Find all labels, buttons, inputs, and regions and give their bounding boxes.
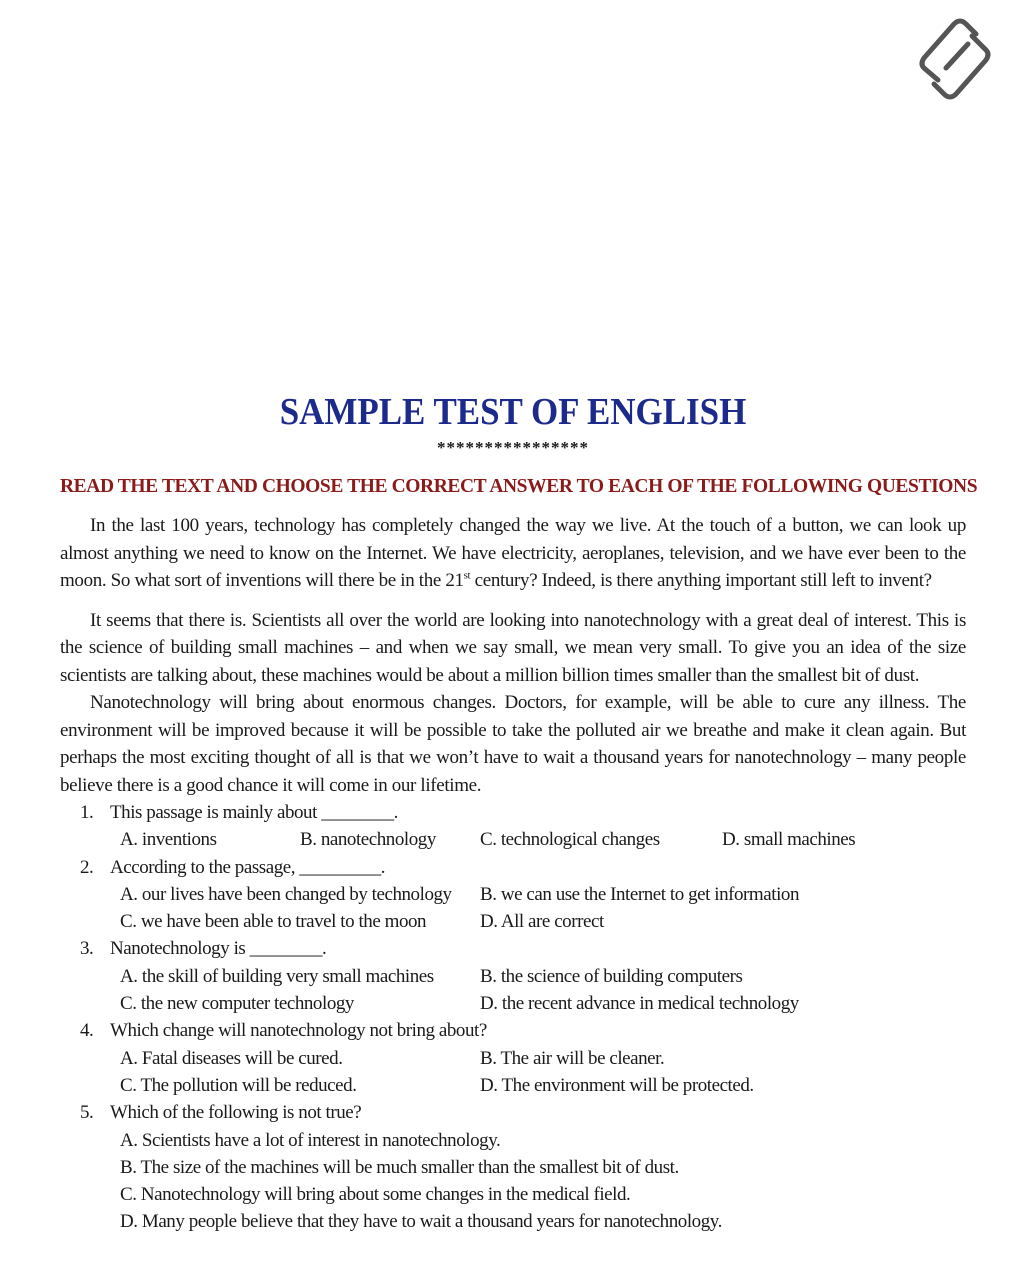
answer-option-d[interactable]: D. All are correct bbox=[480, 911, 604, 933]
answer-option-c[interactable]: C. we have been able to travel to the moon bbox=[120, 911, 427, 933]
passage-paragraph-1 bbox=[60, 512, 966, 595]
question-number: 5. bbox=[80, 1102, 94, 1124]
answer-option-c[interactable]: C. technological changes bbox=[480, 829, 660, 851]
question-2 bbox=[60, 854, 966, 936]
answer-option-b[interactable]: B. the science of building computers bbox=[480, 965, 743, 987]
question-stem: Which change will nanotechnology not bring about? bbox=[110, 1020, 487, 1042]
answer-option-a[interactable]: A. our lives have been changed by technology bbox=[120, 883, 452, 905]
answer-option-a[interactable]: A. the skill of building very small machines bbox=[120, 965, 434, 987]
answer-option-d[interactable]: D. the recent advance in medical technology bbox=[480, 993, 799, 1015]
page-title: SAMPLE TEST OF ENGLISH bbox=[279, 391, 747, 433]
question-number: 4. bbox=[80, 1020, 94, 1042]
question-number: 3. bbox=[80, 938, 94, 960]
question-number: 1. bbox=[80, 802, 94, 823]
answer-option-d[interactable]: D. The environment will be protected. bbox=[480, 1074, 754, 1096]
answer-option-a[interactable]: A. Fatal diseases will be cured. bbox=[120, 1047, 343, 1069]
question-stem: Which of the following is not true? bbox=[110, 1102, 362, 1124]
question-stem: According to the passage, _________. bbox=[110, 856, 386, 878]
passage-paragraph-3: Nanotechnology will bring about enormous changes. Doctors, for example, will be able to cure any illness. The environment will be improved because it will be possible to take the polluted air we breathe and make it clean again. But perhaps the most exciting thought of all is that we won’t have to wait a thousand years for nanotechnology – many people believe there is a good chance it will come in our lifetime. bbox=[60, 692, 966, 796]
brand-logo-icon bbox=[916, 10, 994, 106]
answer-option-c[interactable]: C. The pollution will be reduced. bbox=[120, 1074, 357, 1096]
answer-option-b[interactable]: B. we can use the Internet to get information bbox=[480, 883, 800, 905]
document-page bbox=[60, 388, 978, 1236]
answer-option-c[interactable]: C. the new computer technology bbox=[120, 993, 354, 1015]
question-list bbox=[60, 799, 966, 1236]
answer-option-b[interactable]: B. The air will be cleaner. bbox=[480, 1047, 665, 1069]
answer-option-b[interactable]: B. The size of the machines will be much smaller than the smallest bit of dust. bbox=[120, 1156, 679, 1178]
answer-option-d[interactable]: D. Many people believe that they have to wait a thousand years for nanotechnology. bbox=[120, 1211, 722, 1233]
question-number: 2. bbox=[80, 856, 94, 878]
answer-option-b[interactable]: B. nanotechnology bbox=[300, 829, 436, 851]
instruction-heading: READ THE TEXT AND CHOOSE THE CORRECT ANSWER TO EACH OF THE FOLLOWING QUESTIONS bbox=[60, 476, 978, 497]
question-5 bbox=[60, 1099, 966, 1235]
question-4 bbox=[60, 1017, 966, 1099]
title-divider: **************** bbox=[437, 438, 589, 457]
question-3 bbox=[60, 935, 966, 1017]
paragraph-text: In the last 100 years, technology has completely changed the way we live. At the touch of a button, we can look up almost anything we need to know on the Internet. We have electricity, aeroplanes, television, and we have ever been to the moon. So what sort of inventions will there be in the 21 bbox=[60, 515, 966, 591]
question-stem: Nanotechnology is ________. bbox=[110, 938, 327, 960]
answer-option-a[interactable]: A. inventions bbox=[120, 829, 217, 851]
question-1 bbox=[60, 799, 966, 854]
answer-option-a[interactable]: A. Scientists have a lot of interest in nanotechnology. bbox=[120, 1129, 501, 1151]
reading-passage bbox=[60, 512, 966, 799]
question-stem: This passage is mainly about ________. bbox=[110, 802, 398, 823]
superscript: st bbox=[463, 569, 471, 582]
passage-paragraph-2: It seems that there is. Scientists all over the world are looking into nanotechnology with a great deal of interest. This is the science of building small machines – and when we say small, we mean very small. To give you an idea of the size scientists are talking about, these machines would be about a million billion times smaller than the smallest bit of dust. bbox=[60, 609, 966, 686]
answer-option-c[interactable]: C. Nanotechnology will bring about some changes in the medical field. bbox=[120, 1184, 631, 1206]
paragraph-text: century? Indeed, is there anything important still left to invent? bbox=[470, 570, 932, 591]
answer-option-d[interactable]: D. small machines bbox=[722, 829, 856, 851]
